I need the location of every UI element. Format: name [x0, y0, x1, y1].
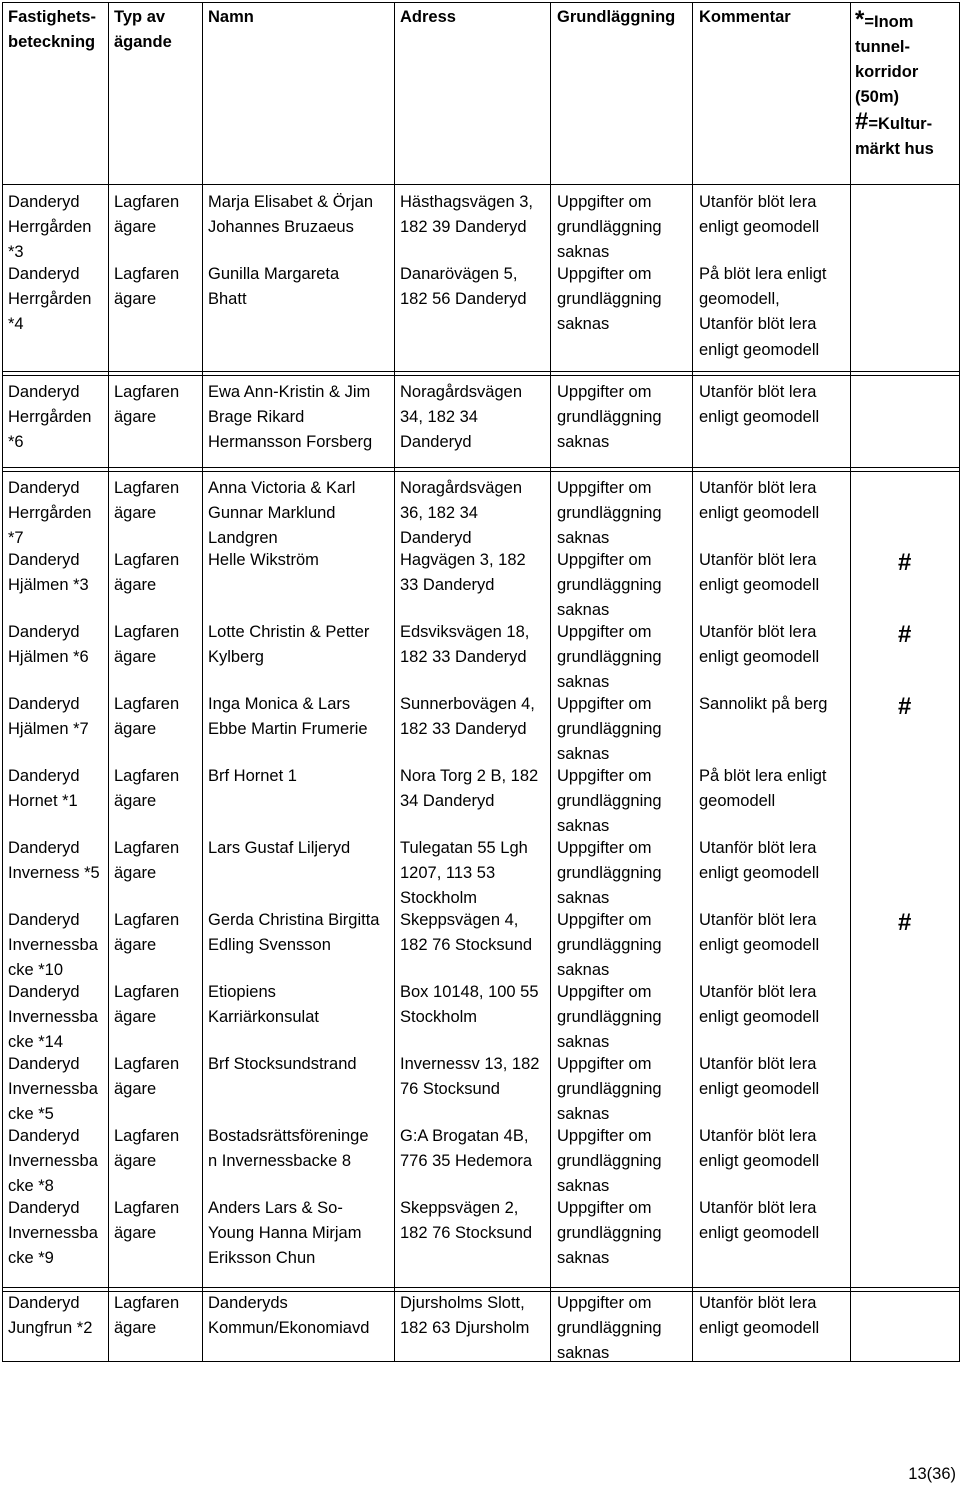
cell-kommentar: Utanför blöt lera enligt geomodell	[699, 479, 820, 523]
cell-adress: Invernessv 13, 182 76 Stocksund	[400, 1055, 540, 1099]
cell-fastighetsbeteckning: Danderyd Hjälmen *3	[8, 551, 89, 595]
cell-adress: Hästhagsvägen 3, 182 39 Danderyd	[400, 193, 534, 237]
cell-namn: Brf Stocksundstrand	[208, 1055, 357, 1073]
cell-namn: Inga Monica & Lars Ebbe Martin Frumerie	[208, 695, 368, 739]
cell-adress: G:A Brogatan 4B, 776 35 Hedemora	[400, 1127, 533, 1171]
cell-adress: Noragårdsvägen 36, 182 34 Danderyd	[400, 479, 522, 548]
cell-namn: Bostadsrättsföreninge n Invernessbacke 8	[208, 1127, 369, 1171]
cell-adress: Edsviksvägen 18, 182 33 Danderyd	[400, 623, 530, 667]
cell-fastighetsbeteckning: Danderyd Invernessba cke *5	[8, 1055, 98, 1124]
cell-adress: Box 10148, 100 55 Stockholm	[400, 983, 539, 1027]
grid-line	[2, 2, 959, 3]
cell-fastighetsbeteckning: Danderyd Inverness *5	[8, 839, 100, 883]
cell-kommentar: Utanför blöt lera enligt geomodell	[699, 193, 820, 237]
cell-grundlaggning: Uppgifter om grundläggning saknas	[557, 623, 662, 692]
cell-grundlaggning: Uppgifter om grundläggning saknas	[557, 839, 662, 908]
cell-fastighetsbeteckning: Danderyd Jungfrun *2	[8, 1294, 93, 1338]
cell-namn: Lotte Christin & Petter Kylberg	[208, 623, 370, 667]
grid-line	[850, 2, 851, 1362]
grid-line	[202, 2, 203, 1362]
cell-namn: Danderyds Kommun/Ekonomiavd	[208, 1294, 370, 1338]
cell-grundlaggning: Uppgifter om grundläggning saknas	[557, 383, 662, 452]
cell-typ-av-agande: Lagfaren ägare	[114, 1294, 180, 1338]
kulturmarkt-marker: #	[898, 549, 912, 576]
grid-line	[2, 371, 959, 372]
cell-kommentar: Utanför blöt lera enligt geomodell	[699, 623, 820, 667]
cell-namn: Anna Victoria & Karl Gunnar Marklund Landgren	[208, 479, 356, 548]
cell-kommentar: Utanför blöt lera enligt geomodell	[699, 1127, 820, 1171]
header-adress: Adress	[400, 8, 456, 26]
header-fastighetsbeteckning: Fastighets- beteckning	[8, 8, 97, 52]
cell-adress: Djursholms Slott, 182 63 Djursholm	[400, 1294, 530, 1338]
cell-adress: Sunnerbovägen 4, 182 33 Danderyd	[400, 695, 535, 739]
grid-line	[108, 2, 109, 1362]
cell-fastighetsbeteckning: Danderyd Hjälmen *6	[8, 623, 89, 667]
cell-adress: Skeppsvägen 4, 182 76 Stocksund	[400, 911, 533, 955]
cell-typ-av-agande: Lagfaren ägare	[114, 1127, 180, 1171]
cell-grundlaggning: Uppgifter om grundläggning saknas	[557, 551, 662, 620]
grid-line	[2, 2, 3, 1362]
cell-fastighetsbeteckning: Danderyd Hornet *1	[8, 767, 80, 811]
header-kommentar: Kommentar	[699, 8, 791, 26]
cell-typ-av-agande: Lagfaren ägare	[114, 623, 180, 667]
cell-grundlaggning: Uppgifter om grundläggning saknas	[557, 911, 662, 980]
cell-typ-av-agande: Lagfaren ägare	[114, 193, 180, 237]
grid-line	[2, 375, 959, 376]
cell-typ-av-agande: Lagfaren ägare	[114, 551, 180, 595]
cell-kommentar: På blöt lera enligt geomodell	[699, 767, 827, 811]
grid-line	[2, 184, 959, 185]
cell-typ-av-agande: Lagfaren ägare	[114, 767, 180, 811]
cell-fastighetsbeteckning: Danderyd Invernessba cke *10	[8, 911, 98, 980]
cell-namn: Gerda Christina Birgitta Edling Svensson	[208, 911, 380, 955]
cell-kommentar: På blöt lera enligt geomodell, Utanför blöt lera enligt geomodell	[699, 265, 827, 359]
grid-line	[2, 1287, 959, 1288]
header-grundlaggning: Grundläggning	[557, 8, 676, 26]
cell-grundlaggning: Uppgifter om grundläggning saknas	[557, 1199, 662, 1268]
cell-typ-av-agande: Lagfaren ägare	[114, 1199, 180, 1243]
cell-grundlaggning: Uppgifter om grundläggning saknas	[557, 1127, 662, 1196]
cell-fastighetsbeteckning: Danderyd Invernessba cke *9	[8, 1199, 98, 1268]
header-typ-av-agande: Typ av ägande	[114, 8, 172, 52]
kulturmarkt-marker: #	[898, 693, 912, 720]
legend-star-symbol: *	[855, 6, 865, 33]
cell-namn: Gunilla Margareta Bhatt	[208, 265, 340, 309]
cell-namn: Brf Hornet 1	[208, 767, 297, 785]
cell-typ-av-agande: Lagfaren ägare	[114, 839, 180, 883]
cell-adress: Noragårdsvägen 34, 182 34 Danderyd	[400, 383, 522, 452]
cell-grundlaggning: Uppgifter om grundläggning saknas	[557, 1055, 662, 1124]
cell-adress: Hagvägen 3, 182 33 Danderyd	[400, 551, 526, 595]
cell-adress: Nora Torg 2 B, 182 34 Danderyd	[400, 767, 539, 811]
cell-typ-av-agande: Lagfaren ägare	[114, 265, 180, 309]
cell-fastighetsbeteckning: Danderyd Invernessba cke *14	[8, 983, 98, 1052]
cell-namn: Marja Elisabet & Örjan Johannes Bruzaeus	[208, 193, 374, 237]
page-number: 13(36)	[908, 1465, 956, 1483]
cell-typ-av-agande: Lagfaren ägare	[114, 983, 180, 1027]
cell-typ-av-agande: Lagfaren ägare	[114, 695, 180, 739]
cell-grundlaggning: Uppgifter om grundläggning saknas	[557, 479, 662, 548]
grid-line	[2, 467, 959, 468]
legend-star-text: =Inom tunnel- korridor (50m)	[855, 13, 919, 106]
cell-grundlaggning: Uppgifter om grundläggning saknas	[557, 767, 662, 836]
cell-fastighetsbeteckning: Danderyd Herrgården *6	[8, 383, 92, 452]
cell-grundlaggning: Uppgifter om grundläggning saknas	[557, 695, 662, 764]
cell-kommentar: Utanför blöt lera enligt geomodell	[699, 1199, 820, 1243]
cell-fastighetsbeteckning: Danderyd Herrgården *4	[8, 265, 92, 334]
cell-adress: Skeppsvägen 2, 182 76 Stocksund	[400, 1199, 533, 1243]
kulturmarkt-marker: #	[898, 909, 912, 936]
cell-typ-av-agande: Lagfaren ägare	[114, 1055, 180, 1099]
cell-kommentar: Utanför blöt lera enligt geomodell	[699, 1055, 820, 1099]
cell-kommentar: Utanför blöt lera enligt geomodell	[699, 911, 820, 955]
cell-adress: Danarövägen 5, 182 56 Danderyd	[400, 265, 527, 309]
cell-kommentar: Sannolikt på berg	[699, 695, 828, 713]
cell-namn: Helle Wikström	[208, 551, 319, 569]
cell-kommentar: Utanför blöt lera enligt geomodell	[699, 983, 820, 1027]
cell-typ-av-agande: Lagfaren ägare	[114, 911, 180, 955]
kulturmarkt-marker: #	[898, 621, 912, 648]
grid-line	[2, 1361, 959, 1362]
cell-namn: Ewa Ann-Kristin & Jim Brage Rikard Hermansson Forsberg	[208, 383, 373, 452]
legend-hash-text: =Kultur- märkt hus	[855, 115, 934, 158]
header-namn: Namn	[208, 8, 254, 26]
legend-hash-symbol: #	[855, 108, 869, 135]
cell-fastighetsbeteckning: Danderyd Hjälmen *7	[8, 695, 89, 739]
cell-kommentar: Utanför blöt lera enligt geomodell	[699, 383, 820, 427]
cell-namn: Anders Lars & So- Young Hanna Mirjam Eriksson Chun	[208, 1199, 362, 1268]
cell-namn: Etiopiens Karriärkonsulat	[208, 983, 319, 1027]
grid-line	[394, 2, 395, 1362]
cell-grundlaggning: Uppgifter om grundläggning saknas	[557, 265, 662, 334]
cell-fastighetsbeteckning: Danderyd Herrgården *3	[8, 193, 92, 262]
cell-grundlaggning: Uppgifter om grundläggning saknas	[557, 983, 662, 1052]
cell-kommentar: Utanför blöt lera enligt geomodell	[699, 551, 820, 595]
cell-fastighetsbeteckning: Danderyd Herrgården *7	[8, 479, 92, 548]
cell-kommentar: Utanför blöt lera enligt geomodell	[699, 1294, 820, 1338]
cell-typ-av-agande: Lagfaren ägare	[114, 479, 180, 523]
cell-adress: Tulegatan 55 Lgh 1207, 113 53 Stockholm	[400, 839, 528, 908]
cell-fastighetsbeteckning: Danderyd Invernessba cke *8	[8, 1127, 98, 1196]
grid-line	[2, 471, 959, 472]
cell-grundlaggning: Uppgifter om grundläggning saknas	[557, 193, 662, 262]
cell-kommentar: Utanför blöt lera enligt geomodell	[699, 839, 820, 883]
cell-grundlaggning: Uppgifter om grundläggning saknas	[557, 1294, 662, 1363]
cell-typ-av-agande: Lagfaren ägare	[114, 383, 180, 427]
legend-key	[855, 6, 959, 162]
cell-namn: Lars Gustaf Liljeryd	[208, 839, 351, 857]
